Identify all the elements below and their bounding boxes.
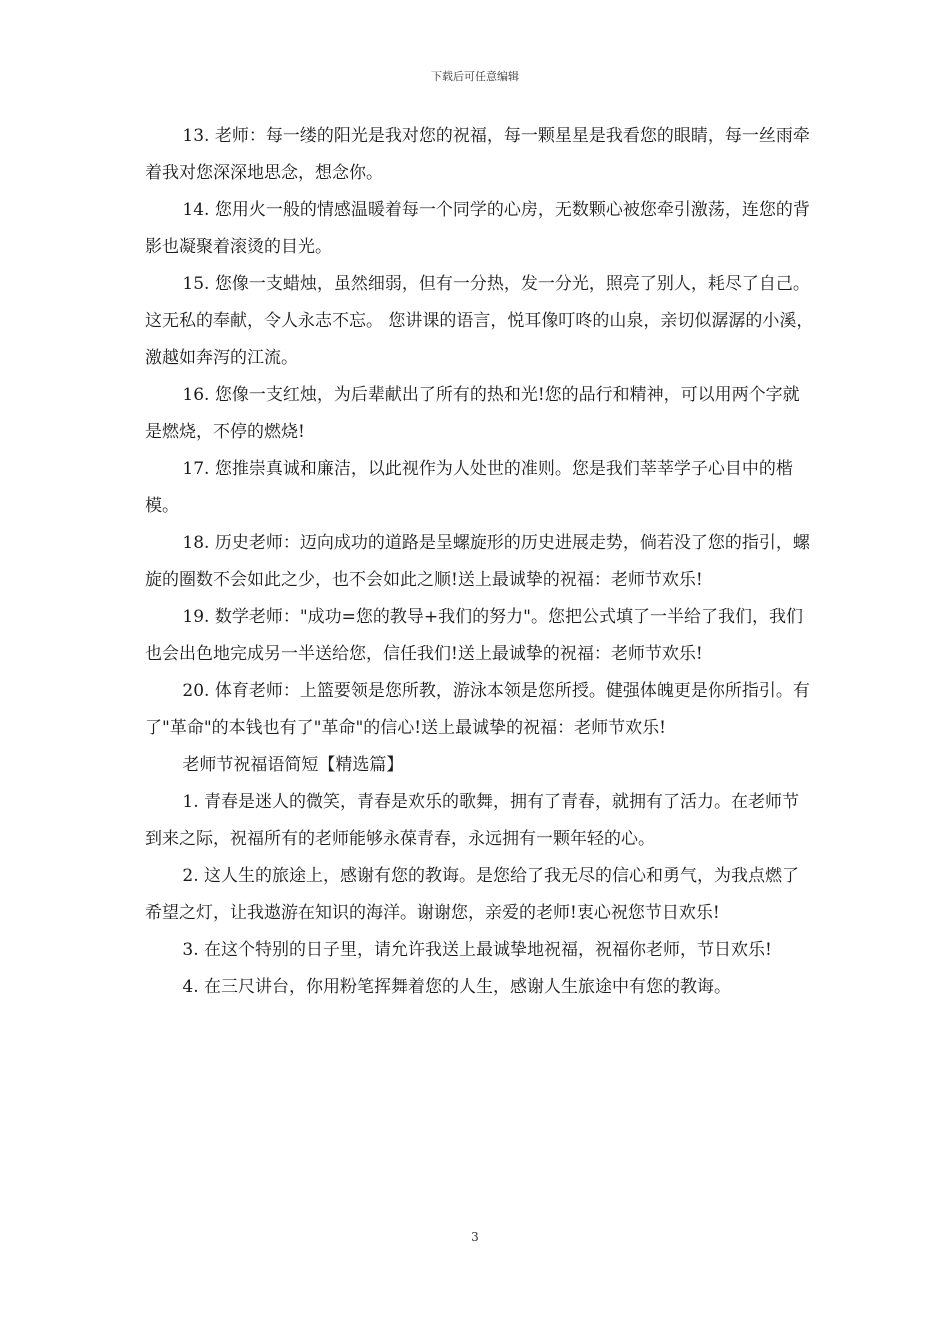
paragraph-4: 4. 在三尺讲台，你用粉笔挥舞着您的人生，感谢人生旅途中有您的教诲。 [182,977,732,997]
paragraph-1: 1. 青春是迷人的微笑，青春是欢乐的歌舞，拥有了青春，就拥有了活力。在老师节到来之际，祝福所有的老师能够永葆青春，永远拥有一颗年轻的心。 [145,792,800,849]
section-heading: 老师节祝福语简短【精选篇】 [182,755,404,775]
document-body [145,118,815,1006]
paragraph-2: 2. 这人生的旅途上，感谢有您的教诲。是您给了我无尽的信心和勇气，为我点燃了希望之灯，让我遨游在知识的海洋。谢谢您，亲爱的老师!衷心祝您节日欢乐! [145,866,800,923]
paragraph-17: 17. 您推崇真诚和廉洁，以此视作为人处世的准则。您是我们莘莘学子心目中的楷模。 [145,459,793,516]
page-header: 下载后可任意编辑 [431,70,519,83]
paragraph-13: 13. 老师：每一缕的阳光是我对您的祝福，每一颗星星是我看您的眼睛，每一丝雨牵着我对您深深地思念，想念你。 [145,126,810,183]
paragraph-19: 19. 数学老师："成功=您的教导+我们的努力"。您把公式填了一半给了我们，我们也会出色地完成另一半送给您，信任我们!送上最诚挚的祝福：老师节欢乐! [145,607,803,664]
paragraph-14: 14. 您用火一般的情感温暖着每一个同学的心房，无数颗心被您牵引激荡，连您的背影也凝聚着滚烫的目光。 [145,200,810,257]
paragraph-3: 3. 在这个特别的日子里，请允许我送上最诚挚地祝福，祝福你老师，节日欢乐! [182,940,772,960]
paragraph-18: 18. 历史老师：迈向成功的道路是呈螺旋形的历史进展走势，倘若没了您的指引，螺旋的圈数不会如此之少，也不会如此之顺!送上最诚挚的祝福：老师节欢乐! [145,533,810,590]
page-number: 3 [471,1230,479,1244]
paragraph-20: 20. 体育老师：上篮要领是您所教，游泳本领是您所授。健强体魄更是你所指引。有了"革命"的本钱也有了"革命"的信心!送上最诚挚的祝福：老师节欢乐! [145,681,810,738]
paragraph-16: 16. 您像一支红烛，为后辈献出了所有的热和光!您的品行和精神，可以用两个字就是燃烧，不停的燃烧! [145,385,800,442]
paragraph-15: 15. 您像一支蜡烛，虽然细弱，但有一分热，发一分光，照亮了别人，耗尽了自己。这无私的奉献，令人永志不忘。 您讲课的语言，悦耳像叮咚的山泉，亲切似潺潺的小溪，激越如奔泻的江流。 [145,274,814,368]
